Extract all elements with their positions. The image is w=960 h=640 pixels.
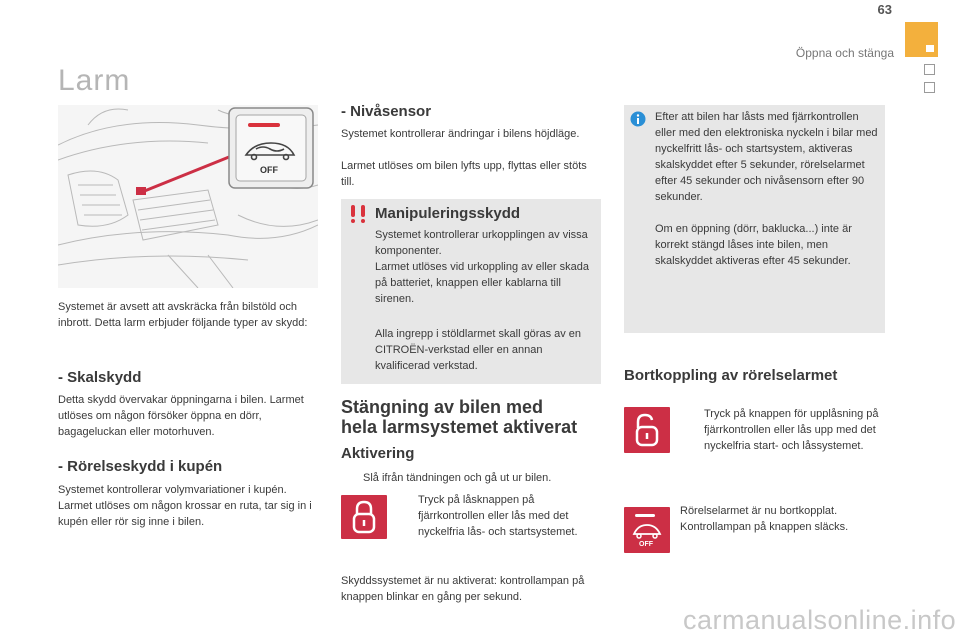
info-icon xyxy=(630,111,646,127)
rorelseskydd-text: Systemet kontrollerar volymvariationer i kupén. Larmet utlöses om någon krossar en ruta, tar sig in i kupén eller rör sig inne i bilen. xyxy=(58,484,312,528)
bortkoppling-result: Rörelselarmet är nu bortkopplat. Kontrollampan på knappen släcks. xyxy=(680,505,849,533)
off-label: OFF xyxy=(639,541,653,548)
unlock-button-icon xyxy=(624,407,670,453)
padlock-open-icon xyxy=(624,407,670,453)
manipulering-heading: Manipuleringsskydd xyxy=(375,205,521,222)
manipulering-text-3: Alla ingrepp i stöldlarmet skall göras av en CITROËN-verkstad eller en annan kvalificerad verkstad. xyxy=(375,328,582,372)
off-label: OFF xyxy=(260,165,278,175)
aktivering-step-1: Slå ifrån tändningen och gå ut ur bilen. xyxy=(363,472,552,484)
chapter-tab-active xyxy=(905,22,938,57)
manipulering-text-1: Systemet kontrollerar urkopplingen av vissa komponenter. xyxy=(375,229,588,257)
dashboard-drawing xyxy=(58,105,318,288)
bortkoppling-heading: Bortkoppling av rörelselarmet xyxy=(624,367,838,384)
manipulering-text-2: Larmet utlöses vid urkoppling av eller skada på batteriet, knappen eller kablarna till sirenen. xyxy=(375,261,590,305)
intro-text: Systemet är avsett att avskräcka från bilstöld och inbrott. Detta larm erbjuder följande typer av skydd: xyxy=(58,301,308,329)
page-number: 63 xyxy=(877,2,892,17)
page-title: Larm xyxy=(58,64,131,97)
stangning-heading xyxy=(341,397,577,437)
padlock-closed-icon xyxy=(341,495,387,539)
alarm-off-button-icon xyxy=(624,507,670,553)
warning-icon xyxy=(347,204,369,224)
watermark: carmanualsonline.info xyxy=(683,605,957,635)
skalskydd-text: Detta skydd övervakar öppningarna i bilen. Larmet utlöses om någon försöker öppna en dörr, bagageluckan eller motorhuven. xyxy=(58,394,304,438)
section-title: Öppna och stänga xyxy=(795,46,894,60)
rorelseskydd-heading: - Rörelseskydd i kupén xyxy=(58,458,223,475)
info-text-2: Om en öppning (dörr, baklucka...) inte är korrekt stängd låses inte bilen, men skalskyddet aktiveras efter 45 sekunder. xyxy=(655,223,852,267)
skalskydd-heading: - Skalskydd xyxy=(58,369,142,386)
bortkoppling-step-1: Tryck på knappen för upplåsning på fjärrkontrollen eller lås upp med det nyckelfria start- och låssystemet. xyxy=(704,408,879,452)
nivasensor-text-1: Systemet kontrollerar ändringar i bilens höjdläge. xyxy=(341,128,580,140)
info-box xyxy=(624,105,885,333)
manipulering-box xyxy=(341,199,601,384)
aktivering-heading: Aktivering xyxy=(341,445,415,462)
chapter-tab xyxy=(924,64,935,75)
info-text-1: Efter att bilen har låsts med fjärrkontrollen eller med den elektroniska nyckeln i bilar med nyckelfritt lås- och startsystem, aktiveras skalskyddet efter 5 sekunder, rörelselarmet efter 45 sekunder och nivåsensorn efter 90 sekunder. xyxy=(655,111,878,203)
aktivering-step-2: Tryck på låsknappen på fjärrkontrollen eller lås med det nyckelfria lås- och startsystemet. xyxy=(418,494,578,538)
dashboard-illustration xyxy=(58,105,318,288)
lock-button-icon xyxy=(341,495,387,539)
nivasensor-text-2: Larmet utlöses om bilen lyfts upp, flyttas eller stöts till. xyxy=(341,160,587,188)
nivasensor-heading: - Nivåsensor xyxy=(341,103,432,120)
stangning-heading-line1: Stängning av bilen med xyxy=(341,397,544,417)
chapter-tab xyxy=(924,82,935,93)
stangning-heading-line2: hela larmsystemet aktiverat xyxy=(341,417,578,437)
aktivering-result: Skyddssystemet är nu aktiverat: kontrollampan på knappen blinkar en gång per sekund. xyxy=(341,575,585,603)
